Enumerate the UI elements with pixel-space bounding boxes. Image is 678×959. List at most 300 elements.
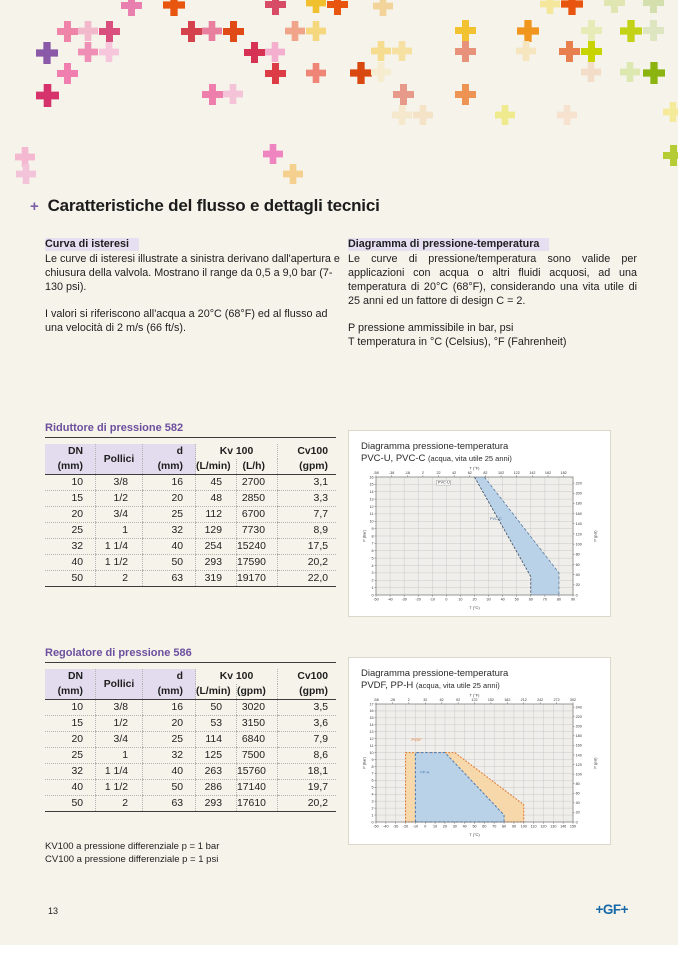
svg-text:20: 20 <box>472 597 477 602</box>
plus-decoration <box>455 20 476 41</box>
svg-text:2: 2 <box>407 698 410 703</box>
footnote-cv: CV100 a pressione differenziale p = 1 psi <box>45 854 219 866</box>
table-cell: 254 <box>196 539 237 555</box>
svg-text:-50: -50 <box>373 597 379 602</box>
plus-decoration <box>16 164 36 184</box>
svg-text:80: 80 <box>575 552 580 557</box>
plus-decoration <box>57 21 78 42</box>
svg-text:40: 40 <box>462 824 467 829</box>
svg-text:15: 15 <box>369 716 374 721</box>
plus-decoration <box>285 21 305 41</box>
table-cell: 20,2 <box>278 555 337 571</box>
table-cell: 286 <box>196 780 237 796</box>
svg-text:180: 180 <box>575 734 582 739</box>
plus-decoration <box>455 41 476 62</box>
table-cell: 1 <box>96 748 143 764</box>
svg-text:160: 160 <box>575 512 582 517</box>
svg-text:120: 120 <box>575 532 582 537</box>
svg-text:100: 100 <box>575 772 582 777</box>
table-cell: 1 1/4 <box>96 764 143 780</box>
svg-text:-30: -30 <box>401 597 407 602</box>
svg-text:T (°C): T (°C) <box>469 832 480 838</box>
table-cell: 10 <box>45 700 96 716</box>
svg-text:60: 60 <box>482 824 487 829</box>
svg-text:16: 16 <box>369 709 374 714</box>
table-cell: 7500 <box>237 748 278 764</box>
table-cell: 63 <box>143 571 196 587</box>
plus-decoration <box>540 0 560 14</box>
table-cell: 15 <box>45 491 96 507</box>
svg-text:T (°F): T (°F) <box>469 692 480 698</box>
flow-table <box>45 444 336 587</box>
table-cell: 129 <box>196 523 237 539</box>
svg-text:102: 102 <box>498 471 505 476</box>
svg-text:90: 90 <box>570 597 576 602</box>
svg-text:0: 0 <box>371 593 374 598</box>
svg-text:6: 6 <box>371 549 374 554</box>
plus-decoration <box>604 0 625 13</box>
table-cell: 40 <box>143 764 196 780</box>
svg-text:10: 10 <box>458 597 463 602</box>
svg-text:22: 22 <box>436 471 441 476</box>
svg-text:212: 212 <box>520 698 527 703</box>
svg-text:17: 17 <box>369 702 374 707</box>
table-cell: 293 <box>196 796 237 812</box>
svg-text:200: 200 <box>575 491 582 496</box>
svg-text:220: 220 <box>575 481 582 486</box>
table-cell: 50 <box>45 571 96 587</box>
table-cell: 17,5 <box>278 539 337 555</box>
svg-text:5: 5 <box>371 556 374 561</box>
plus-decoration <box>373 0 393 16</box>
svg-text:100: 100 <box>520 824 527 829</box>
table-cell: 45 <box>196 475 237 491</box>
table-cell: 1 <box>96 523 143 539</box>
chart-note: (acqua, vita utile 25 anni) <box>428 454 512 464</box>
col-unit-kv1: (L/min) <box>196 459 237 475</box>
table-cell: 1 1/2 <box>96 555 143 571</box>
table-cell: 16 <box>143 700 196 716</box>
table-cell: 17610 <box>237 796 278 812</box>
table-row <box>45 780 336 796</box>
svg-text:50: 50 <box>472 824 477 829</box>
svg-text:-38: -38 <box>388 471 395 476</box>
plus-decoration <box>643 0 664 13</box>
col-unit-d: (mm) <box>143 459 196 475</box>
plus-decoration <box>557 105 577 125</box>
svg-text:40: 40 <box>575 573 580 578</box>
svg-text:80: 80 <box>501 824 507 829</box>
plus-decoration <box>643 62 665 84</box>
svg-text:152: 152 <box>487 698 494 703</box>
plus-decoration <box>455 84 476 105</box>
table-cell: 263 <box>196 764 237 780</box>
table-cell: 15760 <box>237 764 278 780</box>
svg-text:70: 70 <box>492 824 497 829</box>
chart-subtitle: PVDF, PP-H (acqua, vita utile 25 anni) <box>361 680 500 692</box>
plus-decoration <box>223 84 243 104</box>
table-cell: 32 <box>45 764 96 780</box>
svg-text:272: 272 <box>553 698 560 703</box>
plus-decoration <box>393 84 414 105</box>
svg-text:9: 9 <box>371 758 374 763</box>
svg-text:4: 4 <box>371 564 374 569</box>
svg-text:6: 6 <box>371 778 374 783</box>
plus-decoration <box>36 42 58 64</box>
plus-decoration <box>327 0 348 15</box>
table-cell: 293 <box>196 555 237 571</box>
col-header-kv: Kv 100 <box>196 444 278 459</box>
col-header-dn: DN <box>45 669 96 684</box>
table-cell: 3,3 <box>278 491 337 507</box>
table-cell: 40 <box>45 780 96 796</box>
table-cell: 7,7 <box>278 507 337 523</box>
table-cell: 7,9 <box>278 732 337 748</box>
plus-decoration <box>202 84 223 105</box>
svg-text:0: 0 <box>575 820 578 825</box>
svg-text:140: 140 <box>560 824 567 829</box>
svg-text:150: 150 <box>569 824 577 829</box>
svg-text:100: 100 <box>575 542 582 547</box>
table-cell: 15240 <box>237 539 278 555</box>
legend-line: T temperatura in °C (Celsius), °F (Fahrenheit) <box>348 336 567 349</box>
table-row <box>45 507 336 523</box>
svg-text:162: 162 <box>544 471 552 476</box>
svg-text:-28: -28 <box>389 698 396 703</box>
svg-text:-10: -10 <box>429 597 435 602</box>
table-cell: 8,6 <box>278 748 337 764</box>
svg-text:130: 130 <box>550 824 557 829</box>
plus-decoration <box>561 0 583 15</box>
plus-decoration <box>306 0 326 13</box>
svg-text:122: 122 <box>513 471 520 476</box>
plus-decoration <box>559 41 580 62</box>
plus-decoration <box>663 102 678 122</box>
svg-text:-20: -20 <box>402 824 409 829</box>
chart-note: (acqua, vita utile 25 anni) <box>415 681 500 691</box>
col-header-dn: DN <box>45 444 96 459</box>
plus-decoration <box>581 41 602 62</box>
table-cell: 3020 <box>237 700 278 716</box>
svg-text:182: 182 <box>560 471 567 476</box>
col-header-cv: Cv100 <box>278 444 337 459</box>
svg-text:140: 140 <box>575 522 582 527</box>
svg-text:62: 62 <box>467 471 472 476</box>
svg-text:11: 11 <box>369 744 374 749</box>
plus-decoration <box>516 41 536 61</box>
svg-text:3: 3 <box>371 799 374 804</box>
svg-text:60: 60 <box>575 791 580 796</box>
svg-text:-50: -50 <box>373 824 379 829</box>
chart-title: Diagramma pressione-temperatura <box>361 441 509 452</box>
plus-decoration <box>392 105 412 125</box>
table-cell: 1 1/2 <box>96 780 143 796</box>
svg-text:0: 0 <box>445 597 448 602</box>
table-cell: 319 <box>196 571 237 587</box>
table-cell: 8,9 <box>278 523 337 539</box>
svg-text:T (°C): T (°C) <box>469 605 480 611</box>
legend-line: P pressione ammissibile in bar, psi <box>348 322 514 335</box>
col-unit-cv: (gpm) <box>278 684 337 700</box>
plus-decoration <box>244 42 265 63</box>
table-cell: 18,1 <box>278 764 337 780</box>
svg-text:12: 12 <box>369 505 374 510</box>
plus-decoration <box>181 21 202 42</box>
table-cell: 3,1 <box>278 475 337 491</box>
svg-text:0: 0 <box>371 820 374 825</box>
svg-text:10: 10 <box>369 519 374 524</box>
paragraph: I valori si riferiscono all'acqua a 20°C (68°F) ed al flusso ad una velocità di 2 m/s (66 ft/s). <box>45 308 328 335</box>
table-row <box>45 491 336 507</box>
pressure-temperature-chart <box>361 464 599 612</box>
page-edge <box>0 945 678 959</box>
svg-text:2: 2 <box>371 806 374 811</box>
plus-decoration <box>620 20 642 42</box>
table-cell: 15 <box>45 716 96 732</box>
table-regolatore-586 <box>45 647 336 812</box>
table-cell: 25 <box>45 748 96 764</box>
svg-text:PVC-C: PVC-C <box>489 517 502 522</box>
table-cell: 20 <box>143 491 196 507</box>
table-cell: 40 <box>45 555 96 571</box>
col-unit-dn: (mm) <box>45 459 96 475</box>
table-cell: 16 <box>143 475 196 491</box>
plus-decoration <box>371 41 391 61</box>
svg-text:2: 2 <box>421 471 424 476</box>
svg-text:-30: -30 <box>393 824 399 829</box>
plus-decoration <box>99 21 120 42</box>
svg-text:120: 120 <box>540 824 547 829</box>
svg-text:7: 7 <box>371 772 374 777</box>
plus-decoration <box>223 21 244 42</box>
table-title: Regolatore di pressione 586 <box>45 647 192 659</box>
plus-decoration <box>99 42 119 62</box>
table-cell: 20 <box>45 507 96 523</box>
section-heading: Diagramma di pressione-temperatura <box>348 237 637 251</box>
svg-text:4: 4 <box>371 792 374 797</box>
svg-text:13: 13 <box>369 497 374 502</box>
table-cell: 3150 <box>237 716 278 732</box>
divider <box>45 437 336 438</box>
chart-pvc <box>348 430 611 617</box>
svg-text:140: 140 <box>575 753 582 758</box>
table-cell: 50 <box>143 555 196 571</box>
table-cell: 20,2 <box>278 796 337 812</box>
table-cell: 6700 <box>237 507 278 523</box>
svg-text:80: 80 <box>556 597 561 602</box>
table-cell: 32 <box>143 523 196 539</box>
plus-decoration <box>371 62 391 82</box>
svg-text:8: 8 <box>371 534 374 539</box>
svg-text:220: 220 <box>575 715 582 720</box>
table-cell: 20 <box>143 716 196 732</box>
plus-decoration <box>263 144 283 164</box>
table-row <box>45 700 336 716</box>
svg-text:P (psi): P (psi) <box>592 757 598 769</box>
plus-decoration <box>581 62 601 82</box>
table-cell: 112 <box>196 507 237 523</box>
svg-text:10: 10 <box>369 751 374 756</box>
plus-decoration <box>202 21 222 41</box>
plus-decoration <box>265 63 286 84</box>
svg-text:14: 14 <box>369 490 374 495</box>
svg-text:120: 120 <box>575 763 582 768</box>
svg-text:9: 9 <box>371 527 374 532</box>
svg-text:P (bar): P (bar) <box>361 757 367 770</box>
plus-decoration <box>306 21 326 41</box>
table-cell: 19,7 <box>278 780 337 796</box>
table-row <box>45 539 336 555</box>
table-cell: 19170 <box>237 571 278 587</box>
table-cell: 3/4 <box>96 507 143 523</box>
plus-decoration <box>581 20 602 41</box>
svg-text:122: 122 <box>471 698 478 703</box>
svg-text:60: 60 <box>528 597 533 602</box>
table-row <box>45 748 336 764</box>
table-cell: 48 <box>196 491 237 507</box>
table-cell: 3/8 <box>96 700 143 716</box>
svg-text:200: 200 <box>575 724 582 729</box>
plus-decoration <box>495 105 515 125</box>
pressure-temperature-chart <box>361 691 599 839</box>
plus-decoration <box>350 62 372 84</box>
plus-decoration <box>392 41 412 61</box>
table-row <box>45 732 336 748</box>
svg-text:240: 240 <box>575 705 582 710</box>
svg-text:PVC-U: PVC-U <box>437 480 450 485</box>
svg-text:50: 50 <box>514 597 519 602</box>
svg-text:20: 20 <box>442 824 448 829</box>
col-header-pollici: Pollici <box>96 444 143 475</box>
plus-decoration <box>78 42 98 62</box>
svg-text:90: 90 <box>511 824 516 829</box>
table-cell: 3/8 <box>96 475 143 491</box>
table-cell: 1/2 <box>96 716 143 732</box>
svg-text:16: 16 <box>369 475 374 480</box>
table-cell: 3,6 <box>278 716 337 732</box>
col-header-d: d <box>143 444 196 459</box>
table-cell: 50 <box>196 700 237 716</box>
table-cell: 2850 <box>237 491 278 507</box>
table-cell: 2 <box>96 571 143 587</box>
svg-text:2: 2 <box>371 578 374 583</box>
svg-text:7: 7 <box>371 542 374 547</box>
chart-pvdf <box>348 657 611 845</box>
table-cell: 3,5 <box>278 700 337 716</box>
chart-subtitle: PVC-U, PVC-C (acqua, vita utile 25 anni) <box>361 453 512 465</box>
svg-text:11: 11 <box>369 512 374 517</box>
plus-decoration <box>517 20 539 42</box>
svg-text:1: 1 <box>371 813 374 818</box>
svg-text:70: 70 <box>542 597 547 602</box>
table-cell: 7730 <box>237 523 278 539</box>
footnote-kv: KV100 a pressione differenziale p = 1 bar <box>45 841 220 852</box>
page-title-text: Caratteristiche del flusso e dettagli tecnici <box>47 196 380 215</box>
plus-decoration <box>265 0 286 15</box>
svg-text:92: 92 <box>456 698 461 703</box>
table-cell: 20 <box>45 732 96 748</box>
plus-decoration <box>36 84 59 107</box>
svg-text:20: 20 <box>575 583 580 588</box>
table-cell: 125 <box>196 748 237 764</box>
table-row <box>45 764 336 780</box>
plus-decoration <box>413 105 433 125</box>
paragraph: Le curve di isteresi illustrate a sinistra derivano dall'apertura e chiusura della valvola. Mostrano il range da 0,5 a 9,0 bar (7-130 psi). <box>45 253 340 294</box>
footnotes <box>45 840 219 867</box>
plus-bullet-icon: + <box>30 198 39 215</box>
svg-text:T (°F): T (°F) <box>469 465 480 471</box>
svg-text:-40: -40 <box>383 824 389 829</box>
plus-decoration <box>121 0 142 16</box>
svg-text:8: 8 <box>371 765 374 770</box>
svg-text:20: 20 <box>575 811 580 816</box>
col-unit-cv: (gpm) <box>278 459 337 475</box>
intro-left-column <box>45 237 347 348</box>
svg-text:142: 142 <box>529 471 536 476</box>
svg-text:110: 110 <box>530 824 537 829</box>
svg-text:242: 242 <box>537 698 544 703</box>
table-cell: 6840 <box>237 732 278 748</box>
col-unit-dn: (mm) <box>45 684 96 700</box>
table-cell: 3/4 <box>96 732 143 748</box>
svg-text:302: 302 <box>569 698 577 703</box>
svg-text:40: 40 <box>575 801 580 806</box>
flow-table <box>45 669 336 812</box>
plus-decoration <box>620 62 640 82</box>
svg-text:80: 80 <box>575 782 580 787</box>
table-row <box>45 555 336 571</box>
svg-text:82: 82 <box>483 471 488 476</box>
page-number: 13 <box>48 906 59 916</box>
svg-text:10: 10 <box>433 824 438 829</box>
table-cell: 53 <box>196 716 237 732</box>
table-cell: 10 <box>45 475 96 491</box>
svg-text:-58: -58 <box>373 471 379 476</box>
svg-text:-58: -58 <box>373 698 379 703</box>
table-cell: 17140 <box>237 780 278 796</box>
col-header-d: d <box>143 669 196 684</box>
svg-text:32: 32 <box>423 698 428 703</box>
svg-text:PP-H: PP-H <box>420 770 430 775</box>
svg-text:P (bar): P (bar) <box>361 530 367 543</box>
col-header-cv: Cv100 <box>278 669 337 684</box>
svg-text:30: 30 <box>452 824 457 829</box>
col-unit-d: (mm) <box>143 684 196 700</box>
svg-text:5: 5 <box>371 785 374 790</box>
svg-text:182: 182 <box>504 698 511 703</box>
svg-text:P (psi): P (psi) <box>592 530 598 542</box>
intro-right-column <box>348 237 637 349</box>
plus-decoration <box>643 20 664 41</box>
table-title: Riduttore di pressione 582 <box>45 422 184 434</box>
table-cell: 17590 <box>237 555 278 571</box>
plus-decoration <box>306 63 326 83</box>
svg-text:40: 40 <box>500 597 505 602</box>
svg-text:15: 15 <box>369 483 374 488</box>
table-cell: 2 <box>96 796 143 812</box>
table-row <box>45 571 336 587</box>
gf-logo: +GF+ <box>595 902 628 917</box>
svg-text:-40: -40 <box>387 597 393 602</box>
section-heading: Curva di isteresi <box>45 237 347 251</box>
svg-text:14: 14 <box>369 723 374 728</box>
svg-text:30: 30 <box>486 597 491 602</box>
table-cell: 40 <box>143 539 196 555</box>
table-row <box>45 716 336 732</box>
svg-text:12: 12 <box>369 737 374 742</box>
plus-decoration <box>78 21 98 41</box>
plus-decoration <box>57 63 78 84</box>
